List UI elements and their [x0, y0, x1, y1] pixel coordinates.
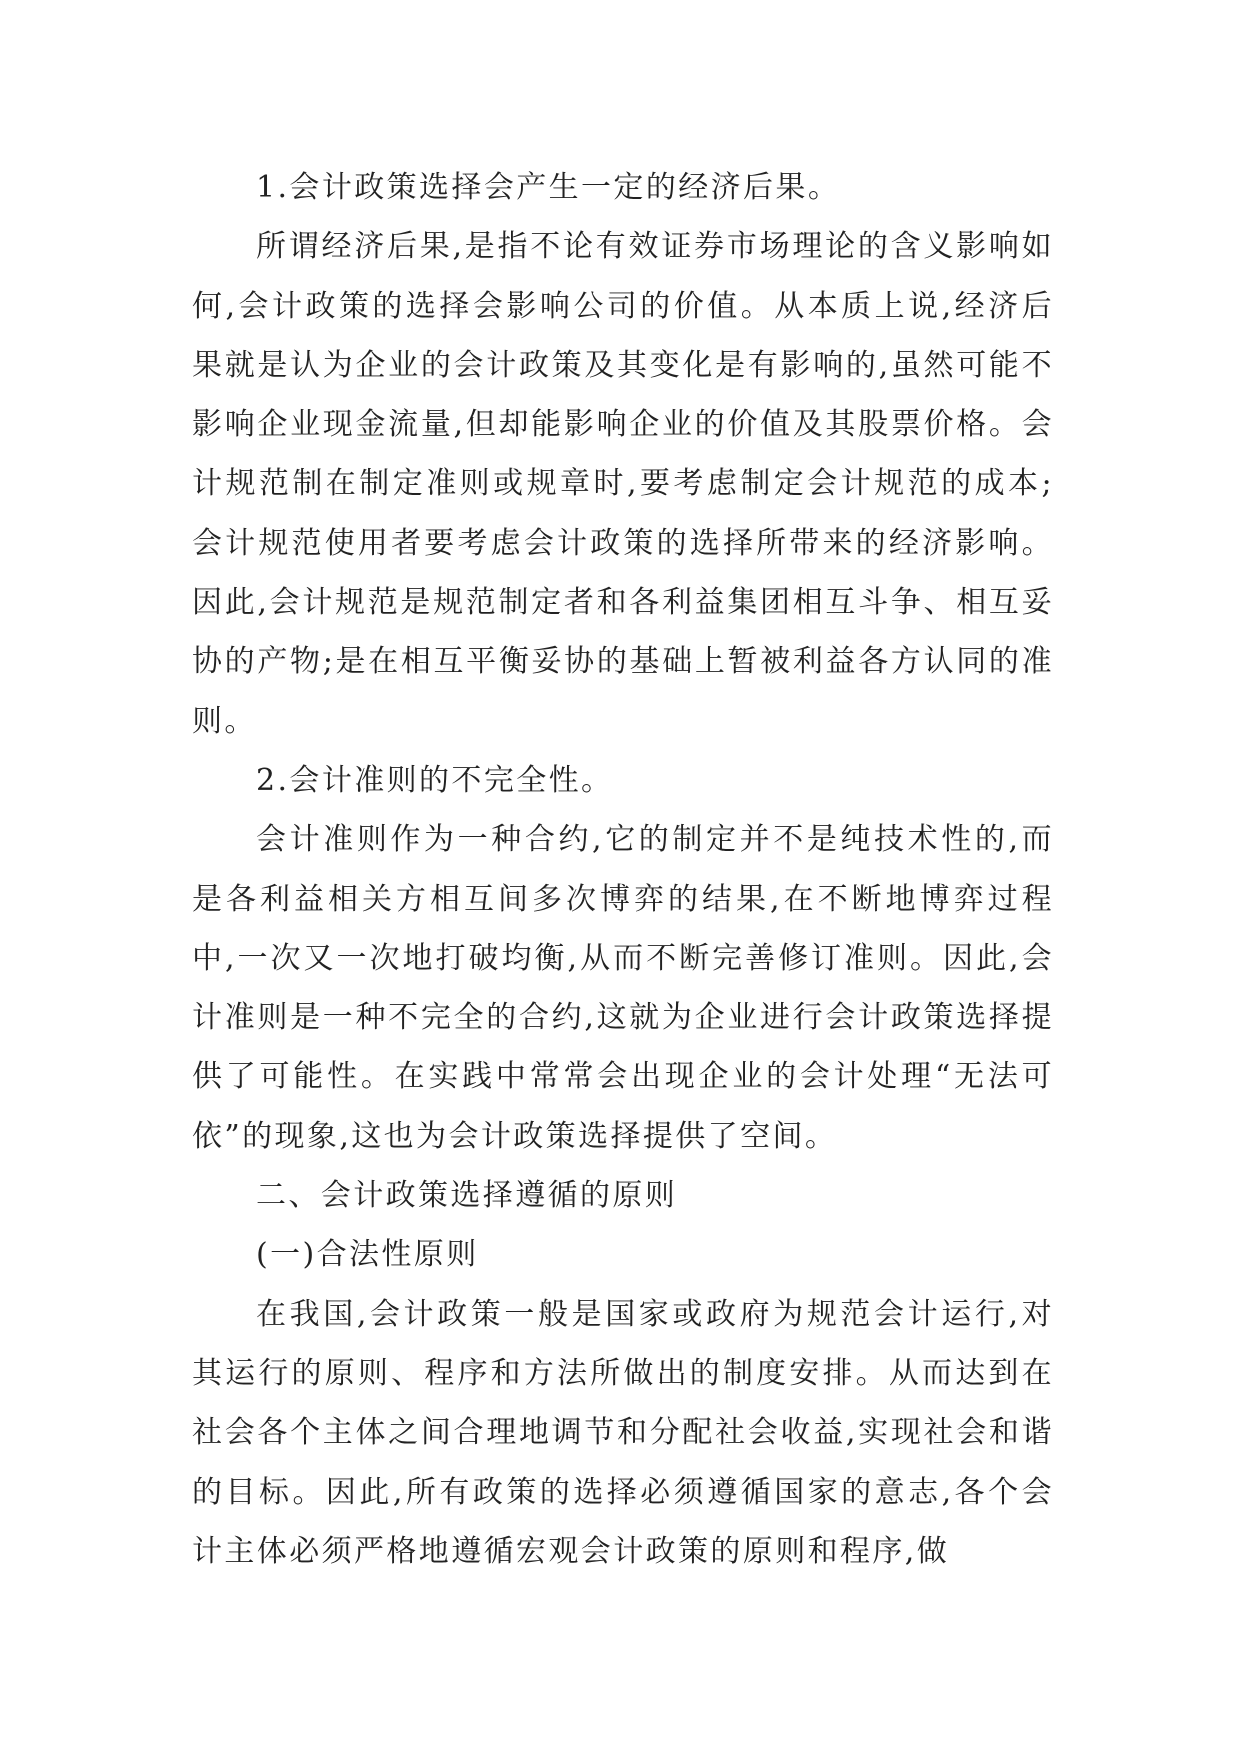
paragraph-legality-principle: 在我国,会计政策一般是国家或政府为规范会计运行,对其运行的原则、程序和方法所做出的制度安排。从而达到在社会各个主体之间合理地调节和分配社会收益,实现社会和谐的目标。因此,所有政策的选择必须遵循国家的意志,各个会计主体必须严格地遵循宏观会计政策的原则和程序,做 [192, 1296, 1054, 1569]
document-body [192, 158, 1054, 1581]
paragraph-point-1-heading: 1.会计政策选择会产生一定的经济后果。 [256, 170, 841, 205]
paragraph-economic-consequences: 所谓经济后果,是指不论有效证券市场理论的含义影响如何,会计政策的选择会影响公司的价值。从本质上说,经济后果就是认为企业的会计政策及其变化是有影响的,虽然可能不影响企业现金流量,但却能影响企业的价值及其股票价格。会计规范制在制定准则或规章时,要考虑制定会计规范的成本;会计规范使用者要考虑会计政策的选择所带来的经济影响。因此,会计规范是规范制定者和各利益集团相互斗争、相互妥协的产物;是在相互平衡妥协的基础上暂被利益各方认同的准则。 [192, 229, 1054, 739]
subsection-heading-legality: (一)合法性原则 [256, 1237, 479, 1273]
paragraph-incomplete-standards: 会计准则作为一种合约,它的制定并不是纯技术性的,而是各利益相关方相互间多次博弈的结果,在不断地博弈过程中,一次又一次地打破均衡,从而不断完善修订准则。因此,会计准则是一种不完全的合约,这就为企业进行会计政策选择提供了可能性。在实践中常常会出现企业的会计处理“无法可依”的现象,这也为会计政策选择提供了空间。 [192, 822, 1054, 1154]
paragraph-point-2-heading: 2.会计准则的不完全性。 [256, 762, 614, 798]
section-heading-principles: 二、会计政策选择遵循的原则 [256, 1178, 678, 1214]
